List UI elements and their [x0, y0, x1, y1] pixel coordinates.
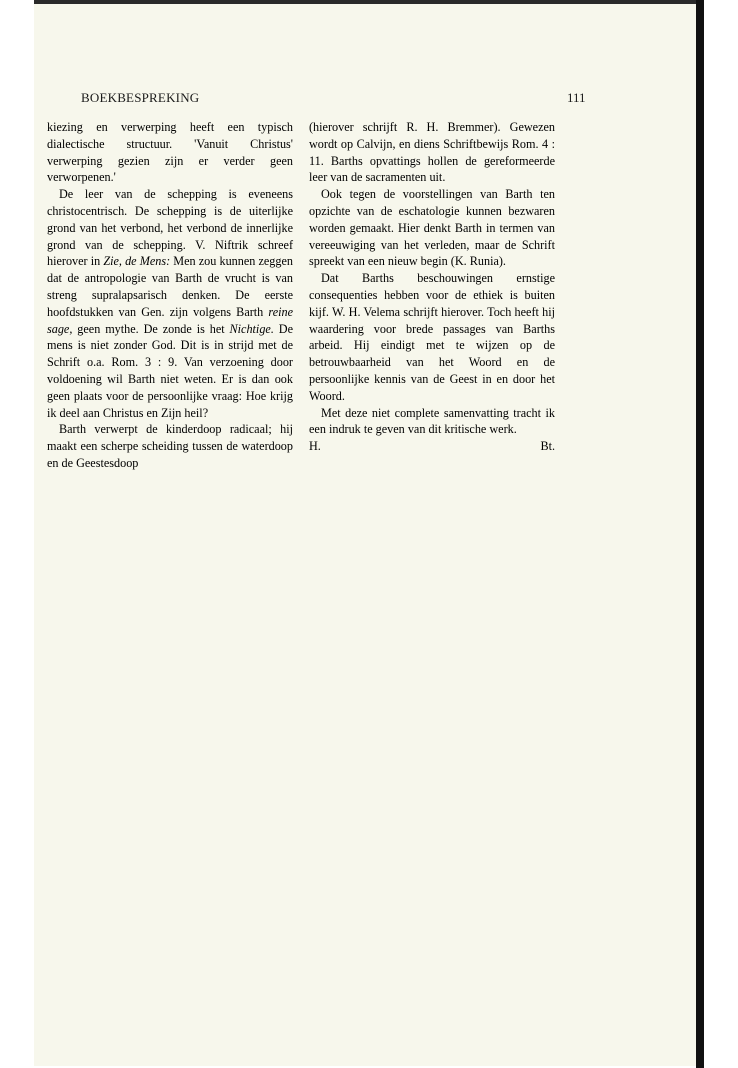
running-head: BOEKBESPREKING	[81, 90, 200, 105]
paragraph: (hierover schrijft R. H. Bremmer). Gewezen wordt op Calvijn, en diens Schriftbewijs Rom. 4 : 11. Barths opvattings hollen de gereformeerde leer van de sacramenten uit.	[309, 120, 555, 185]
paragraph: Barth verwerpt de kinderdoop radicaal; hij maakt een scherpe scheiding tussen de waterdoop en de Geestesdoop	[47, 422, 293, 470]
paragraph: Dat Barths beschouwingen ernstige consequenties hebben voor de ethiek is buiten kijf. W. H. Velema schrijft hierover. Toch heeft hij waardering voor brede passages van Barths arbeid. Hij eindigt met te wijzen op de betrouwbaarheid van het Woord en de persoonlijke kennis van de Geest in en door het Woord.	[309, 271, 555, 403]
signature-initial-right: Bt.	[540, 439, 555, 454]
scan-right-edge	[696, 0, 704, 1068]
italic-term: reine sage,	[47, 304, 293, 336]
right-column	[309, 119, 555, 455]
text-run: De mens is niet zonder God. Dit is in strijd met de Schrift o.a. Rom. 3 : 9. Van verzoening door voldoening wil Barth niet weten. Er is dan ook geen plaats voor de persoonlijke vraag: Hoe krijg ik deel aan Christus en Zijn heil?	[47, 321, 293, 420]
italic-term: Nichtige.	[229, 321, 274, 336]
text-run: Men zou kunnen zeggen dat de antropologie van Barth de vrucht is van streng supralapsarisch denken. De eerste hoofdstukken van Gen. zijn volgens Barth	[47, 254, 293, 319]
signature-line	[309, 438, 555, 455]
paragraph: kiezing en verwerping heeft een typisch dialectische structuur. 'Vanuit Christus' verwerping gezien zijn er verder geen verworpenen.'	[47, 120, 293, 185]
text-run: De leer van de schepping is eveneens christocentrisch. De schepping is de uiterlijke grond van het verbond, het verbond de innerlijke grond van de schepping. V. Niftrik schreef hierover in	[47, 187, 293, 269]
paragraph: Met deze niet complete samenvatting tracht ik een indruk te geven van dit kritische werk.	[309, 405, 555, 437]
text-run: geen mythe. De zonde is het	[72, 321, 230, 336]
left-column	[47, 119, 293, 472]
paragraph: Ook tegen de voorstellingen van Barth ten opzichte van de eschatologie kunnen bezwaren worden gemaakt. Hier denkt Barth in termen van vereeuwiging van het verleden, maar de Schrift spreekt van een nieuw begin (K. Runia).	[309, 187, 555, 269]
signature-initial-left: H.	[309, 439, 321, 454]
paragraph-schepping	[47, 186, 293, 421]
page-number: 111	[567, 90, 586, 105]
book-title-italic: Zie, de Mens:	[103, 254, 171, 269]
